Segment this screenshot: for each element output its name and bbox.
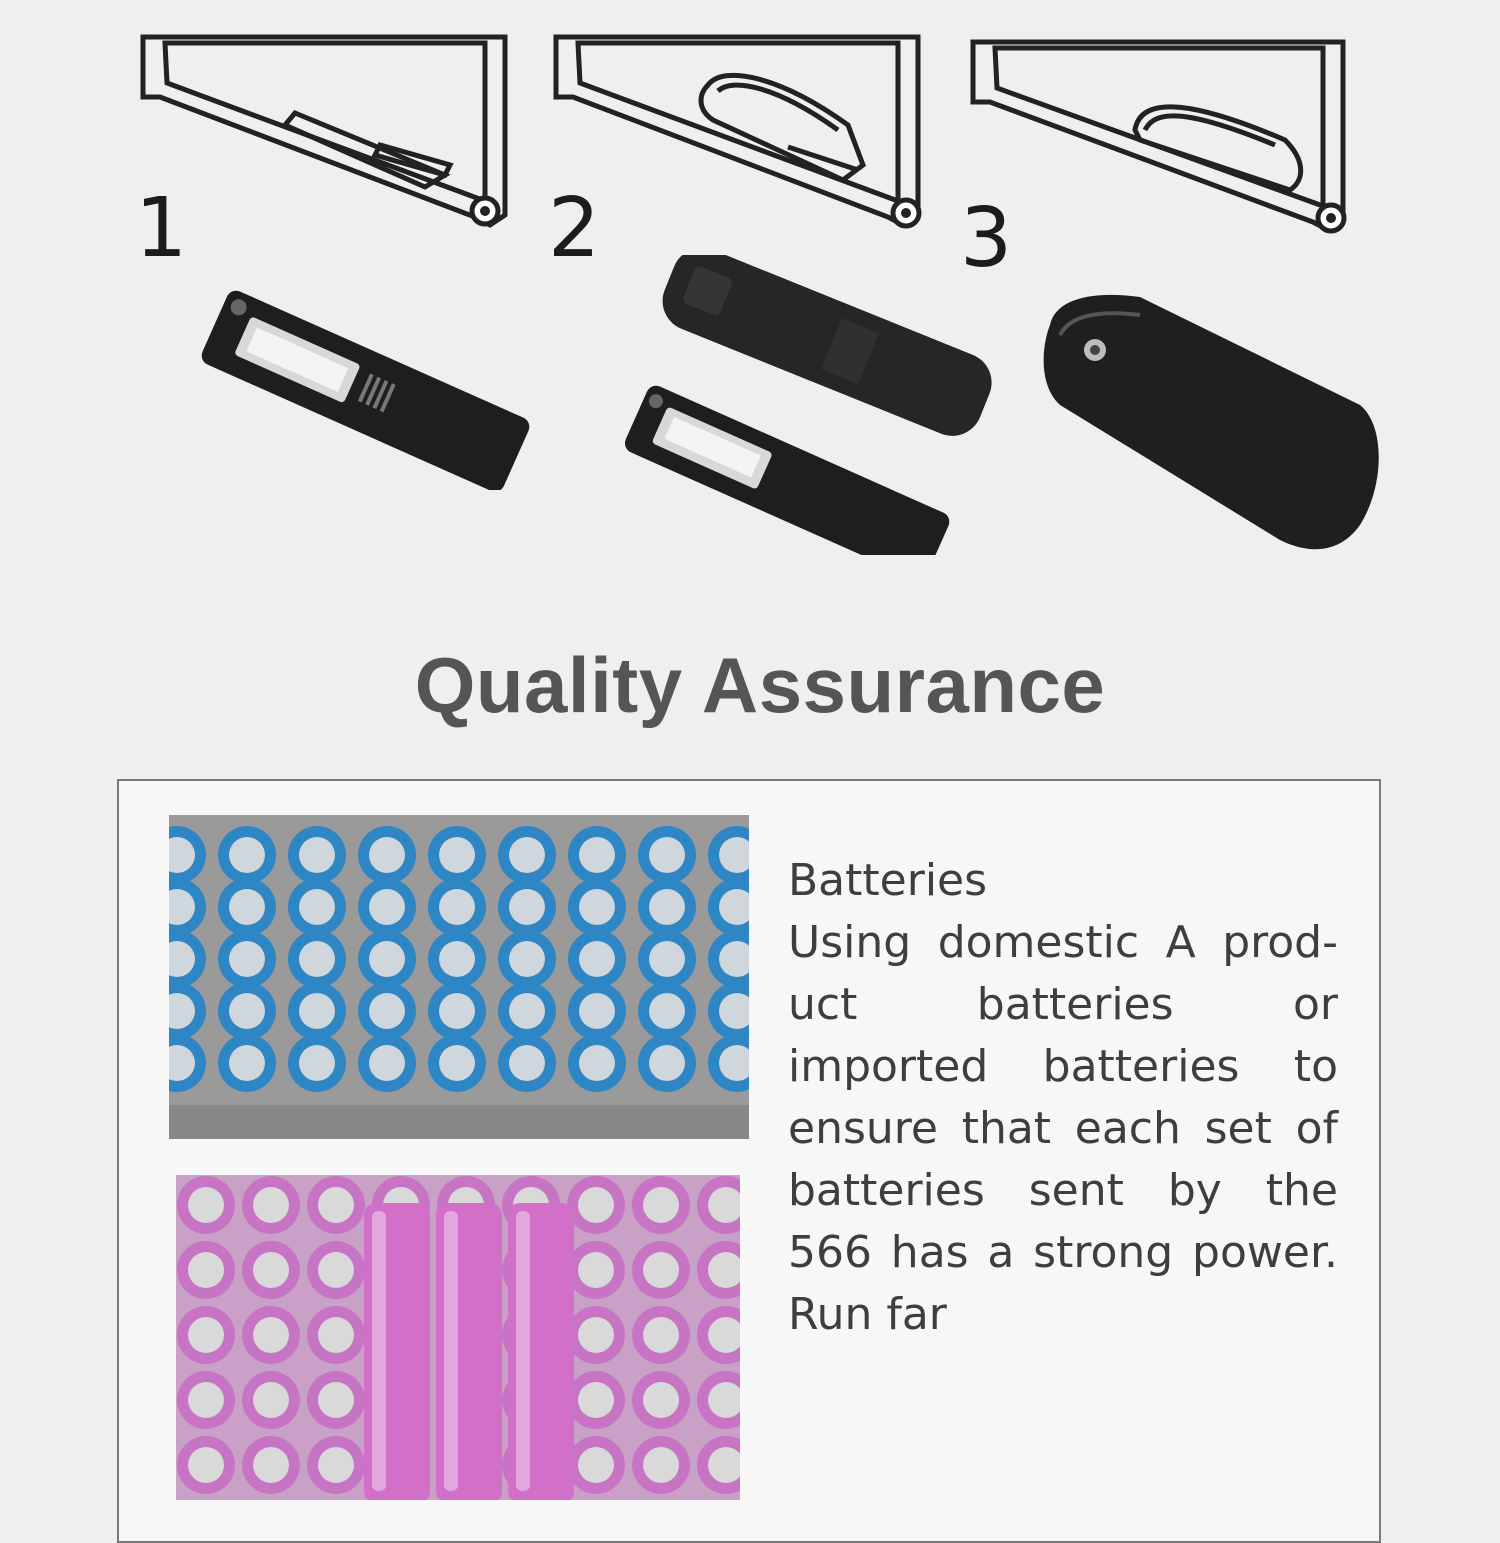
battery-cell-top [188, 1317, 224, 1353]
batteries-description [788, 850, 1338, 1346]
battery-cell-top [188, 1447, 224, 1483]
battery-cell-top [229, 993, 265, 1029]
pink-batteries-photo [176, 1175, 740, 1500]
battery-cell-top [369, 837, 405, 873]
step-3-number: 3 [960, 191, 1013, 286]
step-1-frame-diagram [135, 25, 515, 245]
battery-cell-top [649, 993, 685, 1029]
battery-cell-top [649, 941, 685, 977]
battery-cell-top [299, 837, 335, 873]
step-2-frame-diagram [548, 25, 928, 245]
battery-cell-top [439, 1045, 475, 1081]
battery-cell-top [579, 889, 615, 925]
battery-cell-top [578, 1187, 614, 1223]
batteries-body: Using domestic A prod-uct batteries or imported batteries to ensure that each set of batteries sent by the 566 has a strong power. Run far [788, 917, 1338, 1340]
battery-cell-top [643, 1382, 679, 1418]
step-1-number: 1 [135, 181, 188, 276]
battery-cell-top [188, 1252, 224, 1288]
battery-cell-top [509, 1045, 545, 1081]
battery-cell-top [318, 1317, 354, 1353]
battery-cell-top [509, 889, 545, 925]
battery-cell-top [299, 1045, 335, 1081]
battery-cell-top [318, 1382, 354, 1418]
step-3-frame-diagram [965, 30, 1355, 250]
battery-cell-top [579, 993, 615, 1029]
battery-case-open-image [615, 255, 995, 555]
battery-cell-top [299, 941, 335, 977]
battery-cell-top [188, 1187, 224, 1223]
battery-cell-top [253, 1252, 289, 1288]
battery-cell-top [229, 889, 265, 925]
battery-cell-top [229, 1045, 265, 1081]
battery-cell-top [318, 1252, 354, 1288]
battery-cell-top [509, 837, 545, 873]
battery-cell-top [253, 1187, 289, 1223]
section-heading: Quality Assurance [414, 641, 1106, 729]
battery-cell-top [188, 1382, 224, 1418]
battery-cell-top [643, 1317, 679, 1353]
battery-cell-top [578, 1317, 614, 1353]
battery-cell-top [253, 1447, 289, 1483]
battery-cell-top [578, 1252, 614, 1288]
battery-cell-top [318, 1447, 354, 1483]
battery-cell-top [649, 837, 685, 873]
battery-cell-top [643, 1187, 679, 1223]
battery-cell-top [369, 941, 405, 977]
battery-cell-top [369, 889, 405, 925]
battery-cell-top [253, 1317, 289, 1353]
battery-cell-top [509, 941, 545, 977]
battery-tray-image [195, 280, 540, 490]
battery-cell-top [229, 837, 265, 873]
battery-cell-top [579, 1045, 615, 1081]
battery-cell-top [299, 889, 335, 925]
battery-cell-top [649, 1045, 685, 1081]
battery-cell-top [299, 993, 335, 1029]
battery-cell-top [643, 1252, 679, 1288]
battery-cell-top [369, 993, 405, 1029]
battery-cell-top [439, 837, 475, 873]
battery-cell-top [439, 993, 475, 1029]
battery-cell-top [649, 889, 685, 925]
battery-cell-top [579, 837, 615, 873]
battery-cell-top [253, 1382, 289, 1418]
battery-cell-top [439, 889, 475, 925]
battery-cell-top [318, 1187, 354, 1223]
battery-cell-top [578, 1382, 614, 1418]
battery-cell-top [229, 941, 265, 977]
battery-cell-top [369, 1045, 405, 1081]
batteries-title: Batteries [788, 855, 988, 906]
battery-cell-top [578, 1447, 614, 1483]
battery-case-closed-image [1030, 285, 1390, 565]
blue-batteries-photo [169, 815, 749, 1139]
step-2-number: 2 [548, 181, 601, 276]
battery-cell-top [643, 1447, 679, 1483]
battery-cell-top [509, 993, 545, 1029]
battery-cell-top [579, 941, 615, 977]
battery-cell-top [439, 941, 475, 977]
